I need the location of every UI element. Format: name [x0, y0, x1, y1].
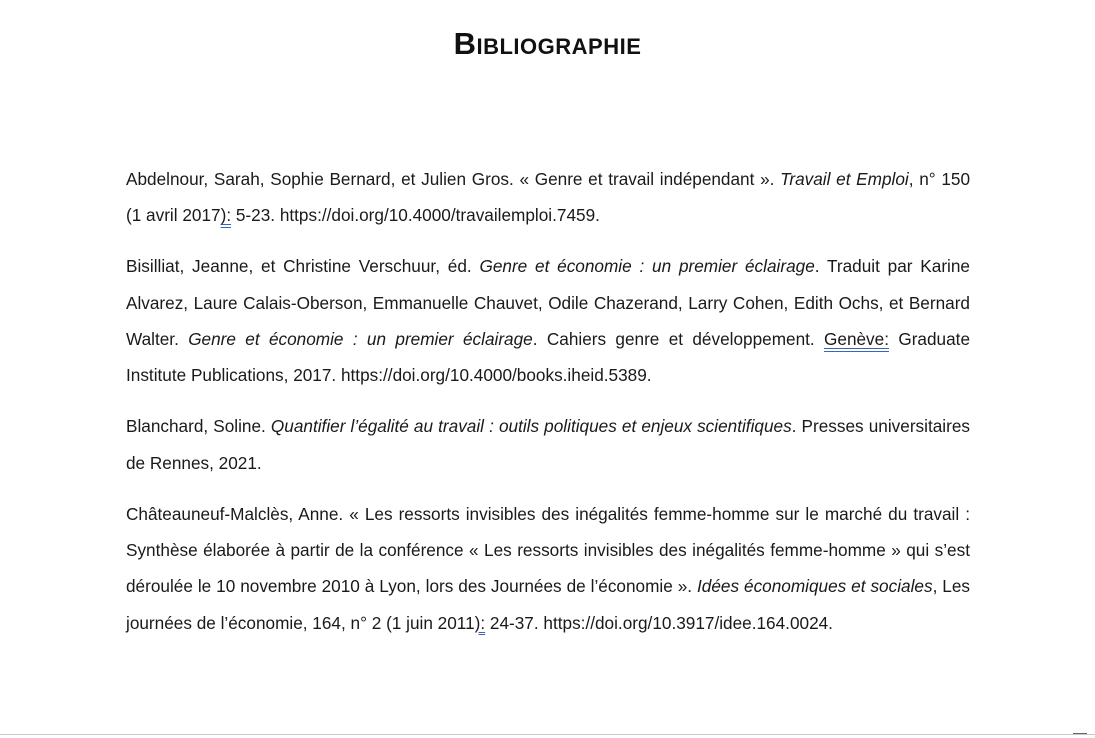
entry-text: 24‑37. https://doi.org/10.3917/idee.164.0024. [485, 612, 833, 633]
grammar-flag[interactable]: ): [474, 612, 486, 633]
entry-text: . Cahiers genre et développement. [532, 328, 825, 349]
entry-book-title: Genre et économie : un premier éclairage [188, 328, 533, 349]
entry-text: Blanchard, Soline. [126, 416, 271, 437]
entry-text: Châteauneuf-Malclès, Anne. « Les ressorts invisibles des inégalités femme-homme sur le marché du travail : Synthèse élaborée à partir de la conférence « Les ressorts invisibles des inégalités femme-homme » qui s’est déroulée le 10 novembre 2010 à Lyon, lors des Journées de l’économie ». [126, 503, 970, 597]
bibliography-entry [126, 161, 970, 234]
scroll-corner-mark [1073, 733, 1087, 736]
bibliography-list [126, 161, 970, 641]
entry-book-title: Quantifier l’égalité au travail : outils politiques et enjeux scientifiques [270, 416, 792, 437]
entry-text: . Presses universitaires de Rennes, 2021. [126, 416, 970, 473]
page-bottom-edge [0, 734, 1095, 735]
grammar-flag[interactable]: ): [220, 205, 232, 226]
entry-book-title: Genre et économie : un premier éclairage [479, 256, 815, 277]
entry-text: , n° 150 (1 avril 2017 [126, 169, 971, 226]
bibliography-entry [126, 248, 970, 393]
page-title: Bibliographie [453, 26, 642, 61]
entry-journal-title: Idées économiques et sociales [697, 576, 933, 597]
entry-text: Graduate Institute Publications, 2017. https://doi.org/10.4000/books.iheid.5389. [126, 328, 970, 386]
entry-journal-title: Travail et Emploi [780, 169, 909, 189]
bibliography-entry [126, 408, 970, 481]
entry-text: . Traduit par Karine Alvarez, Laure Calais-Oberson, Emmanuelle Chauvet, Odile Chazerand, Larry Cohen, Edith Ochs, et Bernard Walter. [126, 256, 970, 349]
entry-text: Bisilliat, Jeanne, et Christine Verschuur, éd. [126, 256, 480, 277]
grammar-flag[interactable]: Genève: [824, 328, 889, 349]
entry-text: Abdelnour, Sarah, Sophie Bernard, et Julien Gros. « Genre et travail indépendant ». [126, 169, 781, 189]
bibliography-entry [126, 496, 970, 641]
entry-text: 5‑23. https://doi.org/10.4000/travailemploi.7459. [231, 205, 600, 226]
entry-text: , Les journées de l’économie, 164, n° 2 (1 juin 2011 [126, 576, 970, 633]
